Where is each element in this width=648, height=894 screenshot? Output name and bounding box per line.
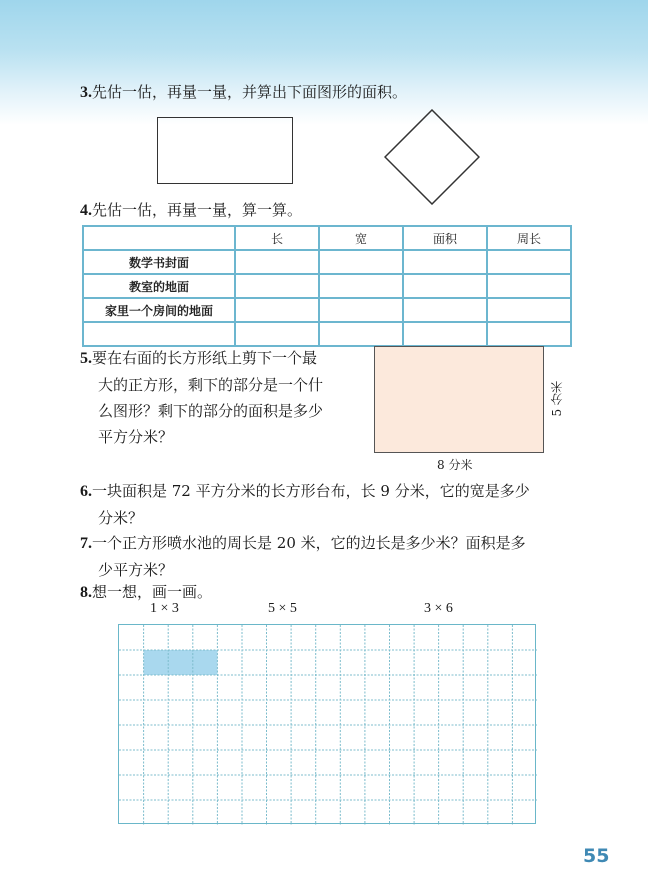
table-cell[interactable] xyxy=(319,250,403,274)
table-cell[interactable] xyxy=(235,274,319,298)
question-number: 8. xyxy=(80,584,92,601)
question-text-line: 要在右面的长方形纸上剪下一个最 xyxy=(92,349,318,367)
row-label: 数学书封面 xyxy=(83,250,235,274)
grid-label-1x3: 1 × 3 xyxy=(150,601,179,616)
table-row xyxy=(83,274,571,298)
question-text-line: 一个正方形喷水池的周长是 20 米，它的边长是多少米？面积是多 xyxy=(92,534,526,552)
table-cell[interactable] xyxy=(319,322,403,346)
page-number: 55 xyxy=(583,845,610,867)
question-text-line: 大的正方形，剩下的部分是一个什 xyxy=(98,376,324,394)
question-5 xyxy=(80,345,323,450)
table-cell[interactable] xyxy=(403,298,487,322)
q3-rectangle-figure xyxy=(157,117,293,184)
table-cell[interactable] xyxy=(403,322,487,346)
question-6 xyxy=(80,478,530,531)
question-number: 6. xyxy=(80,483,92,500)
measurement-table xyxy=(82,225,572,347)
question-8 xyxy=(80,580,212,605)
table-cell[interactable] xyxy=(319,298,403,322)
q5-width-label: 8 分米 xyxy=(437,458,473,472)
question-text-line: 少平方米？ xyxy=(98,561,174,579)
table-cell[interactable] xyxy=(487,298,571,322)
question-number: 3. xyxy=(80,84,92,101)
question-number: 4. xyxy=(80,202,92,219)
table-cell[interactable] xyxy=(235,250,319,274)
table-header-perimeter: 周长 xyxy=(487,226,571,250)
grid-lines xyxy=(119,625,537,825)
table-row xyxy=(83,250,571,274)
table-header-width: 宽 xyxy=(319,226,403,250)
table-cell[interactable] xyxy=(319,274,403,298)
drawing-grid[interactable] xyxy=(118,624,536,824)
table-cell[interactable] xyxy=(487,250,571,274)
question-text: 先估一估，再量一量，并算出下面图形的面积。 xyxy=(92,83,408,101)
question-text: 想一想，画一画。 xyxy=(92,583,213,601)
question-text-line: 一块面积是 72 平方分米的长方形台布，长 9 分米，它的宽是多少 xyxy=(92,482,530,500)
grid-label-3x6: 3 × 6 xyxy=(424,601,453,616)
table-header-row xyxy=(83,226,571,250)
table-row xyxy=(83,298,571,322)
question-3 xyxy=(80,80,407,105)
row-label[interactable] xyxy=(83,322,235,346)
table-cell[interactable] xyxy=(487,274,571,298)
table-header-area: 面积 xyxy=(403,226,487,250)
table-cell[interactable] xyxy=(403,250,487,274)
question-number: 7. xyxy=(80,535,92,552)
question-text-line: 分米？ xyxy=(98,509,144,527)
question-text-line: 么图形？剩下的部分的面积是多少 xyxy=(98,402,324,420)
question-4 xyxy=(80,198,302,223)
question-7 xyxy=(80,530,526,583)
row-label: 教室的地面 xyxy=(83,274,235,298)
q3-square-figure xyxy=(384,109,480,205)
row-label: 家里一个房间的地面 xyxy=(83,298,235,322)
grid-highlight-1x3 xyxy=(144,650,218,675)
grid-label-5x5: 5 × 5 xyxy=(268,601,297,616)
table-cell[interactable] xyxy=(487,322,571,346)
question-text-line: 平方分米？ xyxy=(98,428,174,446)
table-cell[interactable] xyxy=(235,322,319,346)
table-header-length: 长 xyxy=(235,226,319,250)
question-number: 5. xyxy=(80,350,92,367)
table-cell[interactable] xyxy=(235,298,319,322)
q5-rectangle-paper xyxy=(374,346,544,453)
table-header xyxy=(83,226,235,250)
page-header-band xyxy=(0,0,648,125)
q5-height-label: 5 分米 xyxy=(550,381,564,417)
table-row xyxy=(83,322,571,346)
table-cell[interactable] xyxy=(403,274,487,298)
question-text: 先估一估，再量一量，算一算。 xyxy=(92,201,303,219)
